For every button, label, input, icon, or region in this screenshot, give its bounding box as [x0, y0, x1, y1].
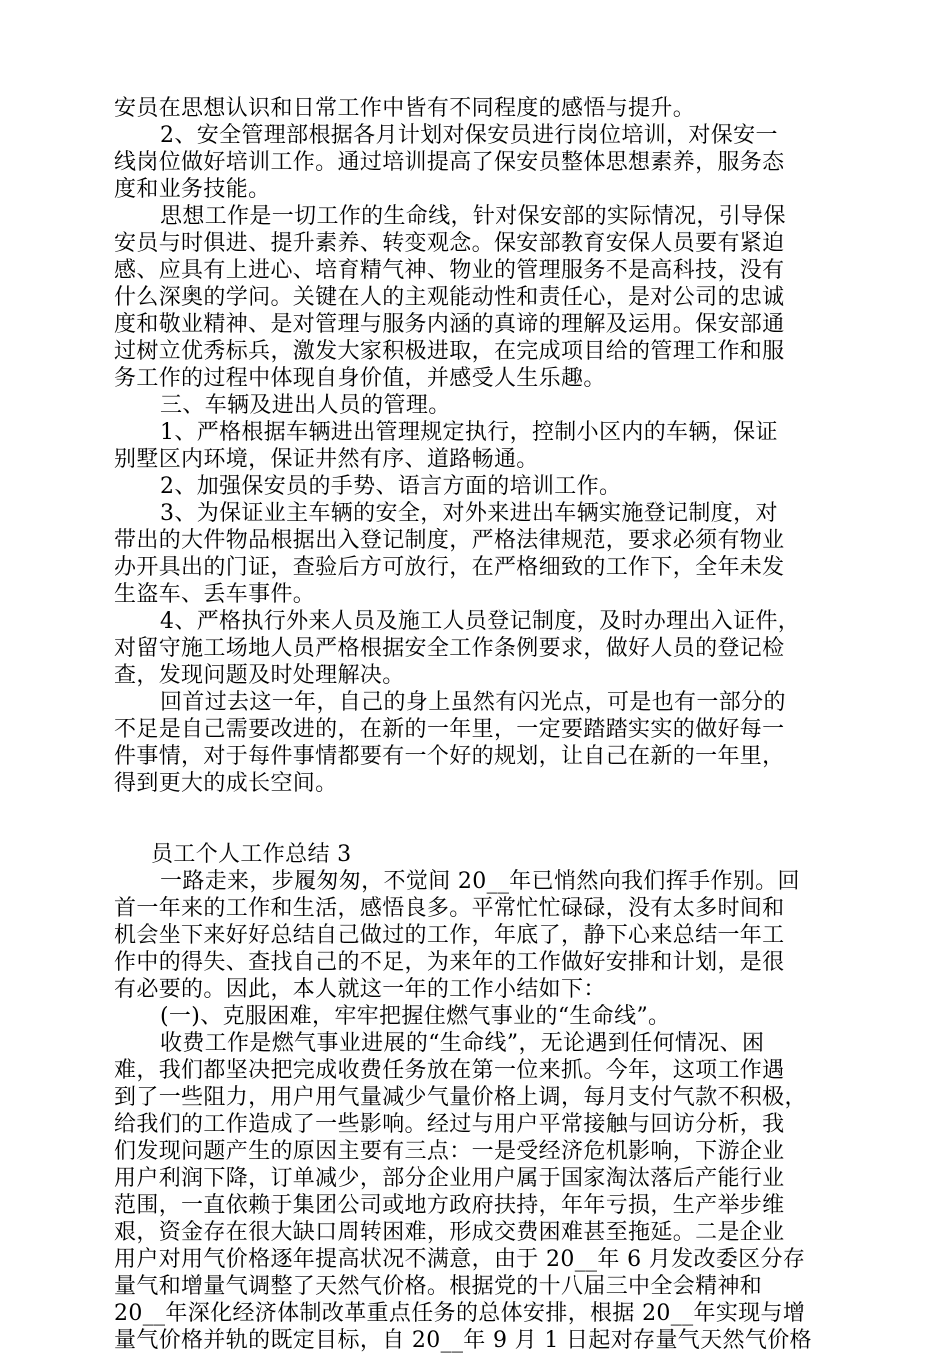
text-line: 不足是自己需要改进的，在新的一年里，一定要踏踏实实的做好每一: [114, 717, 785, 742]
text-line: 用户对用气价格逐年提高状况不满意，由于 20__年 6 月发改委区分存: [114, 1247, 806, 1272]
text-line: 给我们的工作造成了一些影响。经过与用户平常接触与回访分析，我: [114, 1112, 785, 1137]
text-line: (一)、克服困难，牢牢把握住燃气事业的“生命线”。: [160, 1004, 671, 1029]
text-line: 们发现问题产生的原因主要有三点：一是受经济危机影响，下游企业: [114, 1139, 785, 1164]
text-line: 作中的得失、查找自己的不足，为来年的工作做好安排和计划，是很: [114, 950, 785, 975]
text-line: 办开具出的门证，查验后方可放行，在严格细致的工作下，全年未发: [114, 555, 785, 580]
text-line: 范围，一直依赖于集团公司或地方政府扶持，年年亏损，生产举步维: [114, 1193, 785, 1218]
text-line: 度和敬业精神、是对管理与服务内涵的真谛的理解及运用。保安部通: [114, 312, 785, 337]
document-page: [114, 95, 838, 1354]
text-line: 务工作的过程中体现自身价值，并感受人生乐趣。: [114, 366, 606, 391]
section-title: 员工个人工作总结 3: [151, 842, 352, 867]
text-line: 2、加强保安员的手势、语言方面的培训工作。: [160, 474, 622, 499]
text-line: 线岗位做好培训工作。通过培训提高了保安员整体思想素养，服务态: [114, 150, 785, 175]
text-line: 思想工作是一切工作的生命线，针对保安部的实际情况，引导保: [160, 204, 786, 229]
text-line: 艰，资金存在很大缺口周转困难，形成交费困难甚至拖延。二是企业: [114, 1220, 785, 1245]
text-line: 20__年深化经济体制改革重点任务的总体安排，根据 20__年实现与增: [114, 1301, 806, 1326]
text-line: 生盗车、丢车事件。: [114, 582, 316, 607]
text-line: 3、为保证业主车辆的安全，对外来进出车辆实施登记制度，对: [160, 501, 778, 526]
text-line: 量气和增量气调整了天然气价格。根据党的十八届三中全会精神和: [114, 1274, 763, 1299]
text-line: 4、严格执行外来人员及施工人员登记制度，及时办理出入证件，: [160, 609, 801, 634]
text-line: 件事情，对于每件事情都要有一个好的规划，让自己在新的一年里，: [114, 744, 785, 769]
text-line: 2、安全管理部根据各月计划对保安员进行岗位培训，对保安一: [160, 123, 778, 148]
text-line: 得到更大的成长空间。: [114, 771, 338, 796]
text-line: 查，发现问题及时处理解决。: [114, 663, 405, 688]
text-line: 带出的大件物品根据出入登记制度，严格法律规范，要求必须有物业: [114, 528, 785, 553]
text-line: 量气价格并轨的既定目标，自 20__年 9 月 1 日起对存量气天然气价格: [114, 1328, 812, 1353]
text-line: 首一年来的工作和生活，感悟良多。平常忙忙碌碌，没有太多时间和: [114, 896, 785, 921]
text-line: 安员在思想认识和日常工作中皆有不同程度的感悟与提升。: [114, 96, 696, 121]
text-line: 用户利润下降，订单减少，部分企业用户属于国家淘汰落后产能行业: [114, 1166, 785, 1191]
text-line: 一路走来，步履匆匆，不觉间 20__年已悄然向我们挥手作别。回: [160, 869, 800, 894]
text-line: 到了一些阻力，用户用气量减少气量价格上调，每月支付气款不积极，: [114, 1085, 807, 1110]
text-line: 过树立优秀标兵，激发大家积极进取，在完成项目给的管理工作和服: [114, 339, 785, 364]
paragraph-block-1: [114, 95, 838, 797]
text-line: 对留守施工场地人员严格根据安全工作条例要求，做好人员的登记检: [114, 636, 785, 661]
text-line: 机会坐下来好好总结自己做过的工作，年底了，静下心来总结一年工: [114, 923, 785, 948]
text-line: 什么深奥的学问。关键在人的主观能动性和责任心，是对公司的忠诚: [114, 285, 785, 310]
text-line: 难，我们都坚决把完成收费任务放在第一位来抓。今年，这项工作遇: [114, 1058, 785, 1083]
text-line: 回首过去这一年，自己的身上虽然有闪光点，可是也有一部分的: [160, 690, 786, 715]
section-gap: [114, 797, 838, 841]
text-line: 度和业务技能。: [114, 177, 271, 202]
text-line: 三、车辆及进出人员的管理。: [160, 393, 451, 418]
text-line: 1、严格根据车辆进出管理规定执行，控制小区内的车辆，保证: [160, 420, 778, 445]
text-line: 别墅区内环境，保证井然有序、道路畅通。: [114, 447, 539, 472]
paragraph-block-2: [114, 868, 838, 1354]
text-line: 感、应具有上进心、培育精气神、物业的管理服务不是高科技，没有: [114, 258, 785, 283]
text-line: 收费工作是燃气事业进展的“生命线”，无论遇到任何情况、困: [160, 1031, 765, 1056]
text-line: 有必要的。因此，本人就这一年的工作小结如下：: [114, 977, 606, 1002]
text-line: 安员与时俱进、提升素养、转变观念。保安部教育安保人员要有紧迫: [114, 231, 785, 256]
